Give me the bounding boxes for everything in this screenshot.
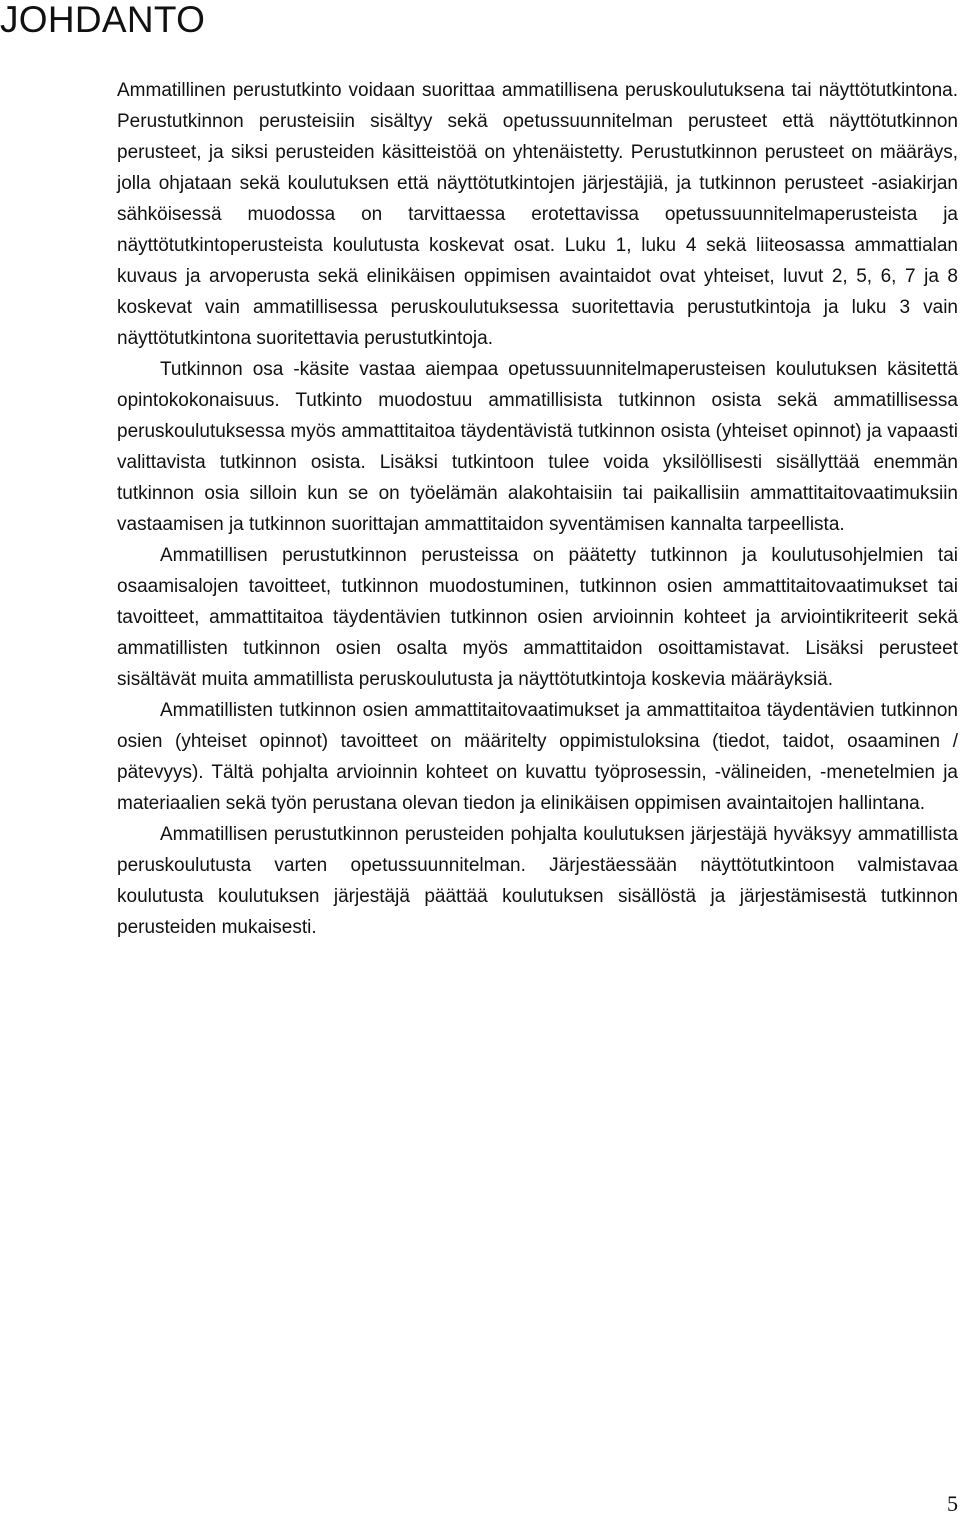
page-number: 5	[947, 1491, 958, 1516]
paragraph-4: Ammatillisten tutkinnon osien ammattitaitovaatimukset ja ammattitaitoa täydentävien tutkinnon osien (yhteiset opinnot) tavoitteet on määritelty oppimistuloksina (tiedot, taidot, osaaminen / pätevyys). Tältä pohjalta arvioinnin kohteet on kuvattu työprosessin, -välineiden, -menetelmien ja materiaalien sekä työn perustana olevan tiedon ja elinikäisen oppimisen avaintaitojen hallintana.	[117, 700, 958, 814]
paragraph-1: Ammatillinen perustutkinto voidaan suorittaa ammatillisena peruskoulutuksena tai näyttötutkintona. Perustutkinnon perusteisiin sisältyy sekä opetussuunnitelman perusteet että näyttötutkinnon perusteet, ja siksi perusteiden käsitteistöä on yhtenäistetty. Perustutkinnon perusteet on määräys, jolla ohjataan sekä koulutuksen että näyttötutkintojen järjestäjiä, ja tutkinnon perusteet -asiakirjan sähköisessä muodossa on tarvittaessa erotettavissa opetussuunnitelmaperusteista ja näyttötutkintoperusteista koulutusta koskevat osat. Luku 1, luku 4 sekä liiteosassa ammattialan kuvaus ja arvoperusta sekä elinikäisen oppimisen avaintaidot ovat yhteiset, luvut 2, 5, 6, 7 ja 8 koskevat vain ammatillisessa peruskoulutuksessa suoritettavia perustutkintoja ja luku 3 vain näyttötutkintona suoritettavia perustutkintoja.	[117, 80, 958, 349]
paragraph-3: Ammatillisen perustutkinnon perusteissa on päätetty tutkinnon ja koulutusohjelmien tai osaamisalojen tavoitteet, tutkinnon muodostuminen, tutkinnon osien ammattitaitovaatimukset tai tavoitteet, ammattitaitoa täydentävien tutkinnon osien arvioinnin kohteet ja arviointikriteerit sekä ammatillisten tutkinnon osien osalta myös ammattitaidon osoittamistavat. Lisäksi perusteet sisältävät muita ammatillista peruskoulutusta ja näyttötutkintoja koskevia määräyksiä.	[117, 545, 958, 690]
paragraph-5: Ammatillisen perustutkinnon perusteiden pohjalta koulutuksen järjestäjä hyväksyy ammatillista peruskoulutusta varten opetussuunnitelman. Järjestäessään näyttötutkintoon valmistavaa koulutusta koulutuksen järjestäjä päättää koulutuksen sisällöstä ja järjestämisestä tutkinnon perusteiden mukaisesti.	[117, 824, 958, 938]
paragraph-2: Tutkinnon osa -käsite vastaa aiempaa opetussuunnitelmaperusteisen koulutuksen käsitettä opintokokonaisuus. Tutkinto muodostuu ammatillisista tutkinnon osista sekä ammatillisessa peruskoulutuksessa myös ammattitaitoa täydentävistä tutkinnon osista (yhteiset opinnot) ja vapaasti valittavista tutkinnon osista. Lisäksi tutkintoon tulee voida yksilöllisesti sisällyttää enemmän tutkinnon osia silloin kun se on työelämän alakohtaisiin tai paikallisiin ammattitaitovaatimuksiin vastaamisen ja tutkinnon suorittajan ammattitaidon syventämisen kannalta tarpeellista.	[117, 359, 958, 535]
body-text	[117, 75, 958, 943]
page-title: JOHDANTO	[0, 0, 206, 40]
